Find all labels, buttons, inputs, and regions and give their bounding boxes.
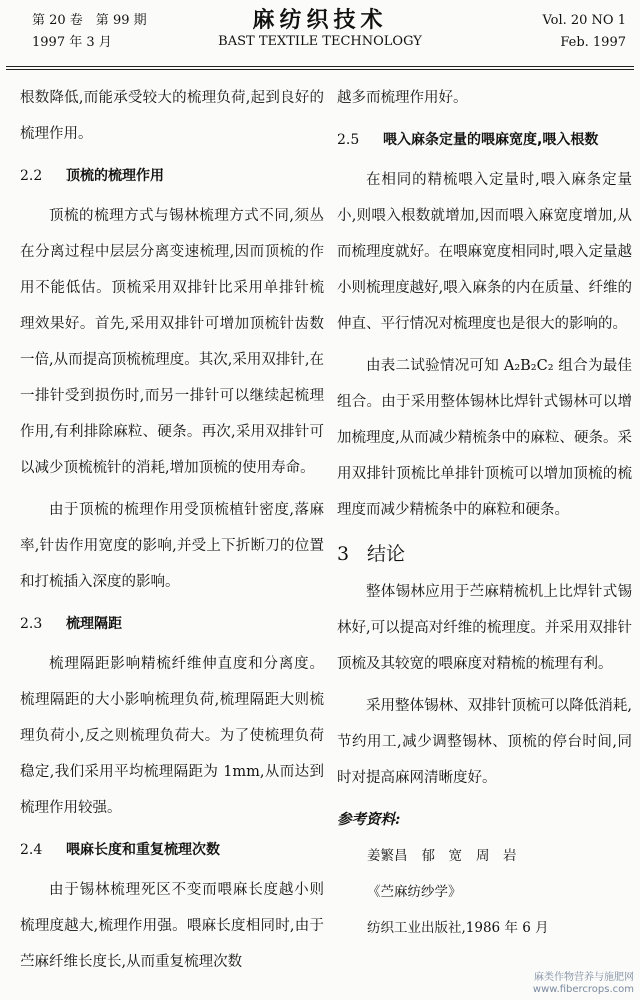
section-heading — [337, 122, 632, 158]
chapter-title: 结论 — [367, 543, 406, 565]
issue-info-en — [542, 10, 626, 54]
right-column — [337, 80, 632, 946]
journal-title: 麻纺织技术 — [252, 7, 388, 33]
chapter-number: 3 — [337, 543, 350, 565]
watermark-name: 麻类作物营养与施肥网 — [534, 972, 634, 983]
paragraph: 在相同的精梳喂入定量时,喂入麻条定量小,则喂入根数就增加,因而喂入麻宽度增加,从而梳理度就好。在喂麻宽度相同时,喂入定量越小则梳理度越好,喂入麻条的内在质量、纤维的伸直、平行情况对梳理度也是很大的影响的。 — [337, 172, 632, 332]
header-rule-top — [6, 66, 634, 67]
paragraph: 梳理隔距影响精梳纤维伸直度和分离度。梳理隔距的大小影响梳理负荷,梳理隔距大则梳理负荷小,反之则梳理负荷大。为了使梳理负荷稳定,我们采用平均梳理隔距为 1mm,从而达到梳理作用较强。 — [20, 656, 324, 816]
journal-header — [0, 0, 640, 70]
section-title: 喂入麻条定量的喂麻宽度,喂入根数 — [383, 132, 599, 148]
section-title: 梳理隔距 — [66, 616, 122, 632]
paragraph: 顶梳的梳理方式与锡林梳理方式不同,须丛在分离过程中层层分离变速梳理,因而顶梳的作用不能低估。顶梳采用双排针比采用单排针梳理效果好。首先,采用双排针可增加顶梳针齿数一倍,从而提高顶梳梳理度。其次,采用双排针,在一排针受到损伤时,而另一排针可以继续起梳理作用,有利排除麻粒、硬条。再次,采用双排针可以减少顶梳梳针的消耗,增加顶梳的使用寿命。 — [20, 208, 324, 476]
section-heading — [20, 832, 324, 868]
paragraph: 由表二试验情况可知 A₂B₂C₂ 组合为最佳组合。由于采用整体锡林比焊针式锡林可以增加梳理度,从而减少精梳条中的麻粒、硬条。采用双排针顶梳比单排针顶梳可以增加顶梳的梳理度而减少精梳条中的麻粒和硬条。 — [337, 358, 632, 518]
header-rule-bottom — [6, 69, 634, 70]
paragraph: 由于顶梳的梳理作用受顶梳植针密度,落麻率,针齿作用宽度的影响,并受上下折断刀的位置和打梳插入深度的影响。 — [20, 502, 324, 590]
section-title: 喂麻长度和重复梳理次数 — [66, 842, 220, 858]
chapter-heading — [337, 534, 632, 574]
section-title: 顶梳的梳理作用 — [66, 168, 164, 184]
continued-paragraph: 越多而梳理作用好。 — [337, 90, 468, 106]
paragraph: 整体锡林应用于苎麻精梳机上比焊针式锡林好,可以提高对纤维的梳理度。并采用双排针顶梳及其较宽的喂麻度对精梳的梳理有利。 — [337, 584, 632, 672]
issue-date-en: Feb. 1997 — [560, 35, 626, 50]
reference-entry — [337, 838, 632, 946]
section-heading — [20, 606, 324, 642]
reference-author: 郁 宽 — [421, 848, 462, 864]
paragraph: 采用整体锡林、双排针顶梳可以降低消耗,节约用工,减少调整锡林、顶梳的停台时间,同时对提高麻网清晰度好。 — [337, 698, 632, 786]
volume-issue: 第 20 卷 第 99 期 — [32, 13, 147, 28]
reference-author: 姜繁昌 — [367, 848, 408, 864]
journal-subtitle: BAST TEXTILE TECHNOLOGY — [218, 34, 422, 49]
continued-paragraph: 根数降低,而能承受较大的梳理负荷,起到良好的梳理作用。 — [20, 90, 324, 142]
reference-publisher: 纺织工业出版社,1986 年 6 月 — [367, 920, 549, 936]
section-number: 2.5 — [337, 132, 360, 148]
section-heading — [20, 158, 324, 194]
section-number: 2.4 — [20, 842, 43, 858]
issue-date: 1997 年 3 月 — [32, 35, 112, 50]
references-label: 参考资料: — [337, 811, 401, 828]
reference-title: 《苎麻纺纱学》 — [367, 884, 462, 900]
reference-authors — [367, 838, 632, 910]
section-number: 2.2 — [20, 168, 43, 184]
paragraph: 由于锡林梳理死区不变而喂麻长度越小则梳理度越大,梳理作用强。喂麻长度相同时,由于苎麻纤维长度长,从而重复梳理次数 — [20, 882, 324, 970]
section-number: 2.3 — [20, 616, 43, 632]
volume-issue-en: Vol. 20 NO 1 — [542, 13, 626, 28]
left-column — [20, 80, 324, 986]
site-watermark — [533, 972, 634, 996]
reference-author: 周 岩 — [476, 848, 517, 864]
watermark-url: www.fibercrops.com — [532, 984, 634, 995]
